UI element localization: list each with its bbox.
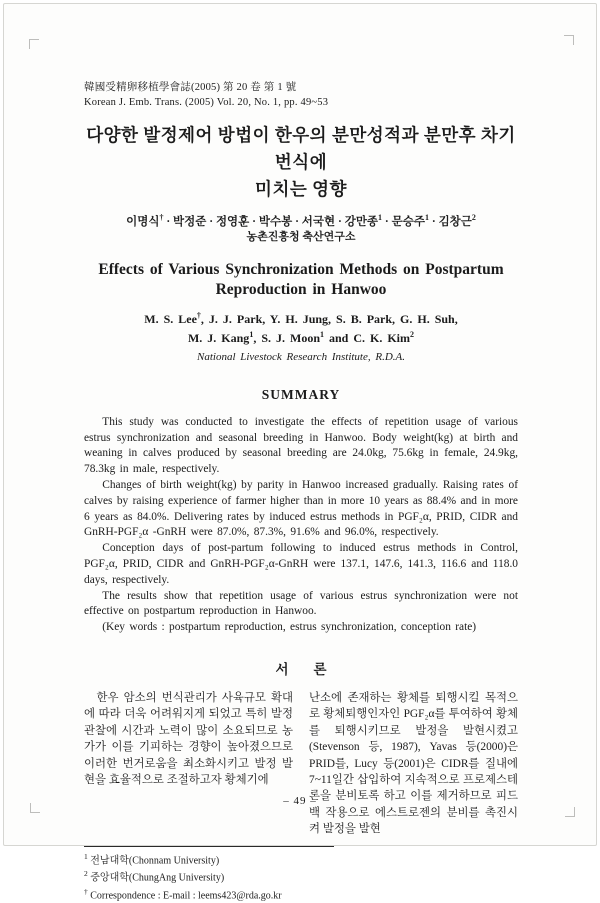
- footnote-correspondence: [84, 885, 334, 903]
- english-authors-line1: [84, 308, 518, 328]
- author-en: , S. J. Moon: [253, 331, 320, 346]
- footnote-affiliation-1: [84, 850, 334, 868]
- footnote-text: 전남대학(Chonnam University): [87, 854, 220, 866]
- journal-citation-english: Korean J. Emb. Trans. (2005) Vol. 20, No. 1, pp. 49~53: [84, 97, 329, 108]
- footnote-text: Correspondence : E-mail : leems423@rda.go.kr: [87, 890, 282, 902]
- english-authors: [84, 308, 518, 347]
- author-en: and C. K. Kim: [324, 331, 411, 346]
- korean-title-line2: 미치는 영향: [255, 179, 347, 199]
- author-en-marker: 1: [320, 330, 324, 340]
- author-separator: ·: [335, 215, 345, 228]
- author-kr: 강만종: [344, 215, 379, 228]
- author-kr-marker: 1: [424, 213, 429, 222]
- footnote-divider: [84, 846, 334, 847]
- right-column: [309, 690, 518, 838]
- footnote-block: [84, 846, 334, 903]
- author-separator: ·: [206, 215, 216, 228]
- footnote-marker: †: [84, 887, 88, 897]
- summary-heading: SUMMARY: [261, 386, 341, 402]
- author-en: , J. J. Park, Y. H. Jung, S. B. Park, G. H. Suh,: [200, 311, 458, 326]
- crop-mark-bottom-right: [565, 807, 575, 817]
- author-kr: 박정준: [173, 215, 207, 228]
- author-kr-marker: †: [159, 213, 164, 222]
- introduction-heading: 서 론: [275, 661, 327, 677]
- english-title: [84, 260, 518, 300]
- english-title-line2: Reproduction in Hanwoo: [215, 280, 387, 298]
- summary-paragraph: Conception days of post-partum following to induced estrus methods in Control, PGF₂α, PRID, CIDR and GnRH-PGF₂α-GnRH were 137.1, 147.6, 141.3, 116.6 and 118.0 days, respectively.: [84, 542, 518, 586]
- author-en: M. S. Lee: [144, 311, 197, 326]
- author-separator: ·: [163, 215, 174, 228]
- author-separator: ·: [428, 215, 439, 228]
- author-kr-marker: 2: [471, 213, 476, 222]
- summary-paragraph: Changes of birth weight(kg) by parity in Hanwoo increased gradually. Raising rates of calves by raising experience of farmer higher than in more 10 years as 88.4% and in more 6 years as 84.0%. Delivering rates by induced estrus methods in PGF₂α, PRID, CIDR and GnRH-PGF₂α -GnRH were 87.0%, 87.3%, 91.6% and 96.0%, respectively.: [84, 479, 518, 539]
- english-authors-line2: [84, 327, 518, 347]
- journal-header: [84, 80, 518, 110]
- korean-authors: [84, 210, 518, 230]
- summary-paragraph: This study was conducted to investigate the effects of repetition usage of various estrus synchronization and seasonal breeding in Hanwoo. Body weight(kg) at birth and weaning in calves produced by seasonal breeding are 24.0kg, 75.6kg in female, 24.9kg, 78.3kg in male, respectively.: [84, 415, 518, 476]
- author-kr: 이명식: [126, 215, 160, 228]
- korean-title-line1: 다양한 발정제어 방법이 한우의 분만성적과 분만후 차기번식에: [86, 125, 516, 172]
- summary-keywords: (Key words : postpartum reproduction, estrus synchronization, conception rate): [102, 621, 477, 634]
- intro-paragraph-left: 한우 암소의 번식관리가 사육규모 확대에 따라 더욱 어려워지게 되었고 특히 발정 관찰에 시간과 노력이 많이 소요되므로 농가가 이를 기피하는 경향이 높아졌으므로 이러한 번거로움을 최소화시키고 발정 발현을 효율적으로 조절하고자 황체기에: [84, 691, 293, 787]
- footnote-affiliation-2: [84, 867, 334, 885]
- footnote-marker: 2: [84, 869, 88, 879]
- author-separator: ·: [249, 215, 259, 228]
- footnote-text: 중앙대학(ChungAng University): [87, 872, 225, 884]
- two-column-body: [84, 690, 518, 838]
- crop-mark-top-left: [29, 39, 39, 49]
- page-content: [84, 80, 518, 903]
- author-kr: 문승주: [391, 215, 425, 228]
- author-kr: 김창근: [438, 215, 472, 228]
- author-en: M. J. Kang: [187, 331, 250, 346]
- summary-body: [84, 415, 518, 636]
- author-kr: 정영훈: [215, 215, 250, 228]
- author-kr-marker: 1: [378, 213, 383, 222]
- author-kr: 박수봉: [258, 215, 293, 228]
- author-en-marker: 2: [410, 330, 415, 340]
- crop-mark-top-right: [564, 35, 574, 45]
- author-en-marker: 1: [249, 330, 254, 340]
- left-column: [84, 690, 293, 838]
- author-kr: 서국현: [301, 215, 336, 228]
- english-title-line1: Effects of Various Synchronization Methods on Postpartum: [98, 260, 504, 278]
- english-affiliation: National Livestock Research Institute, R.D.A.: [197, 350, 405, 363]
- korean-affiliation: 농촌진흥청 축산연구소: [246, 230, 356, 243]
- intro-paragraph-right: 난소에 존재하는 황체를 퇴행시킬 목적으로 황체퇴행인자인 PGF₂α를 투여하여 황체를 퇴행시키므로 발정을 발현시켰고(Stevenson 등, 1987), Yavas 등(2000)은 PRID를, Lucy 등(2001)은 CIDR를 질내에 7~11일간 삽입하여 지속적으로 프로제스테론을 분비토록 하고 이를 제거하므로 피드백 작용으로 에스트로젠의 분비를 촉진시켜 발정을 발현: [309, 691, 518, 836]
- page-number: – 49 –: [283, 795, 317, 807]
- journal-title-hanja: 韓國受精卵移植學會誌(2005) 第 20 卷 第 1 號: [84, 82, 297, 93]
- korean-title: [84, 122, 518, 203]
- author-en-marker: †: [196, 310, 201, 320]
- summary-paragraph: The results show that repetition usage of various estrus synchronization were not effective on postpartum reproduction in Hanwoo.: [84, 589, 518, 618]
- footnote-marker: 1: [84, 851, 88, 861]
- author-separator: ·: [292, 215, 302, 228]
- author-separator: ·: [382, 215, 392, 228]
